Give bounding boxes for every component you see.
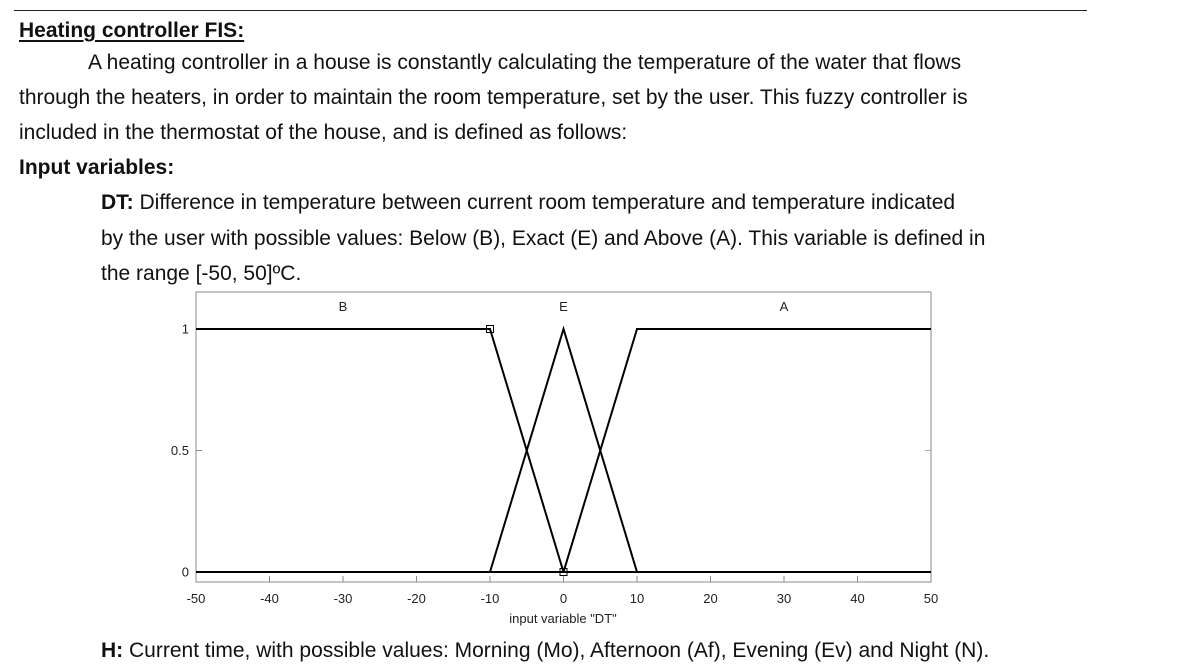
mf-label-e: E [559, 299, 568, 314]
y-tick-label: 1 [181, 321, 189, 337]
section-heading: Heating controller FIS: [19, 19, 245, 42]
x-tick-label: -20 [407, 591, 426, 606]
dt-text-1: Difference in temperature between current room temperature and temperature indicated [133, 191, 956, 214]
y-tick-label: 0 [181, 564, 189, 580]
mf-label-a: A [779, 299, 789, 314]
x-tick-label: 30 [776, 591, 792, 606]
x-tick-label: 0 [559, 591, 568, 606]
paragraph-line-1: A heating controller in a house is constantly calculating the temperature of the water that flows [88, 51, 962, 74]
x-tick-label: -10 [480, 591, 500, 606]
dt-label: DT: [101, 191, 134, 214]
x-tick-label: 50 [923, 591, 939, 606]
h-description [101, 638, 989, 664]
mf-line-e [196, 329, 931, 572]
paragraph-line-3: included in the thermostat of the house, and is defined as follows: [19, 121, 628, 144]
x-axis-label: input variable "DT" [509, 611, 617, 626]
mf-line-a [196, 329, 931, 572]
h-label: H: [101, 639, 124, 662]
x-tick-label: -40 [260, 591, 279, 606]
chart-plot-area [196, 292, 931, 582]
dt-description-line-2: by the user with possible values: Below (B), Exact (E) and Above (A). This variable is defined in [101, 227, 986, 250]
x-tick-label: 20 [703, 591, 718, 606]
h-text: Current time, with possible values: Morning (Mo), Afternoon (Af), Evening (Ev) and Night (N). [123, 639, 990, 662]
mf-label-b: B [338, 299, 348, 314]
x-tick-label: 10 [629, 591, 645, 606]
paragraph-line-2: through the heaters, in order to maintain the room temperature, set by the user. This fuzzy controller is [19, 86, 968, 109]
mf-line-b [196, 329, 931, 572]
input-variables-heading: Input variables: [19, 156, 175, 179]
x-tick-label: -50 [186, 591, 206, 606]
dt-description-line-3: the range [-50, 50]ºC. [101, 262, 302, 285]
x-tick-label: -30 [333, 591, 353, 606]
x-tick-label: 40 [850, 591, 865, 606]
y-tick-label: 0.5 [170, 443, 189, 458]
